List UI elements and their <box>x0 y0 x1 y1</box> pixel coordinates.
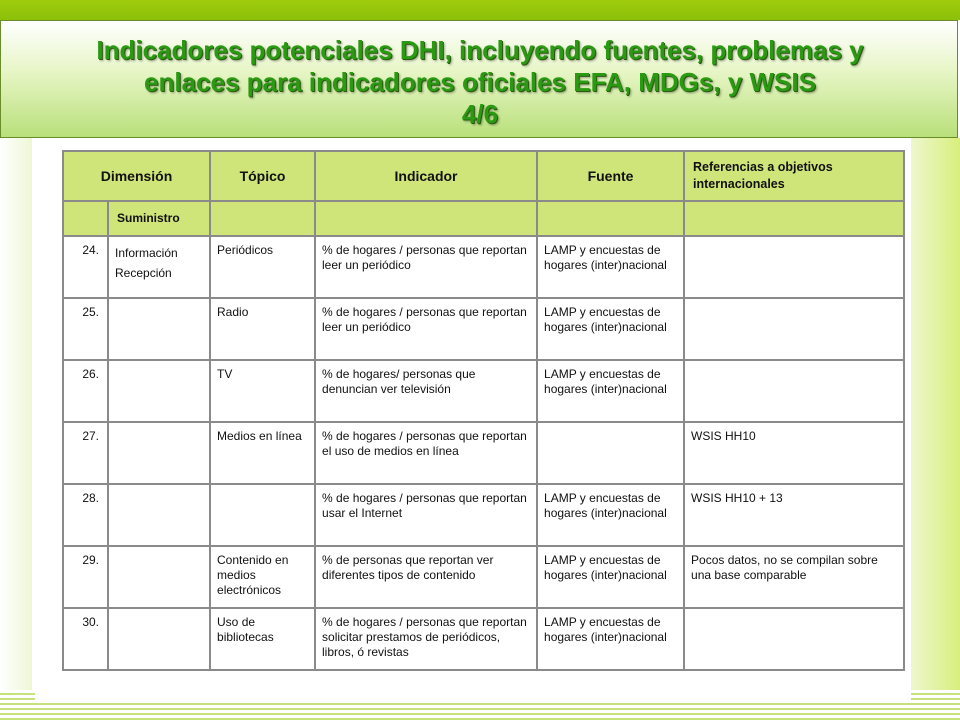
header-references: Referencias a objetivos internacionales <box>684 151 904 201</box>
row-dimension-line-2: Recepción <box>115 266 172 280</box>
row-indicator: % de hogares / personas que reportan usar el Internet <box>315 484 537 546</box>
slide-title-line-1: Indicadores potenciales DHI, incluyendo fuentes, problemas y <box>96 35 864 65</box>
row-number: 26. <box>63 360 108 422</box>
row-references: WSIS HH10 <box>684 422 904 484</box>
row-dimension <box>108 236 210 298</box>
row-indicator: % de hogares / personas que reportan el uso de medios en línea <box>315 422 537 484</box>
row-dimension <box>108 484 210 546</box>
table-subheader-row <box>63 201 904 236</box>
table-row <box>63 546 904 608</box>
row-topic: Periódicos <box>210 236 315 298</box>
subheader-empty-cell <box>210 201 315 236</box>
left-gradient-strip <box>0 138 32 720</box>
row-references: Pocos datos, no se compilan sobre una base comparable <box>684 546 904 608</box>
row-references <box>684 298 904 360</box>
row-topic: Contenido en medios electrónicos <box>210 546 315 608</box>
row-source <box>537 422 684 484</box>
row-topic: TV <box>210 360 315 422</box>
header-source: Fuente <box>537 151 684 201</box>
subheader-empty-cell <box>537 201 684 236</box>
row-references <box>684 360 904 422</box>
header-dimension: Dimensión <box>63 151 210 201</box>
row-indicator: % de hogares/ personas que denuncian ver televisión <box>315 360 537 422</box>
row-number: 28. <box>63 484 108 546</box>
row-indicator: % de personas que reportan ver diferentes tipos de contenido <box>315 546 537 608</box>
row-topic: Medios en línea <box>210 422 315 484</box>
subheader-empty-cell <box>63 201 108 236</box>
row-dimension <box>108 360 210 422</box>
table-row <box>63 608 904 670</box>
table-row <box>63 236 904 298</box>
row-number: 30. <box>63 608 108 670</box>
row-topic: Radio <box>210 298 315 360</box>
row-dimension <box>108 422 210 484</box>
row-source: LAMP y encuestas de hogares (inter)nacional <box>537 360 684 422</box>
row-source: LAMP y encuestas de hogares (inter)nacional <box>537 546 684 608</box>
row-topic <box>210 484 315 546</box>
subheader-empty-cell <box>684 201 904 236</box>
row-source: LAMP y encuestas de hogares (inter)nacional <box>537 236 684 298</box>
row-dimension <box>108 546 210 608</box>
row-references <box>684 236 904 298</box>
row-number: 29. <box>63 546 108 608</box>
table-row <box>63 360 904 422</box>
top-accent-bar <box>0 0 960 20</box>
row-source: LAMP y encuestas de hogares (inter)nacional <box>537 608 684 670</box>
slide-title <box>20 34 940 130</box>
row-indicator: % de hogares / personas que reportan leer un periódico <box>315 298 537 360</box>
row-references <box>684 608 904 670</box>
row-number: 25. <box>63 298 108 360</box>
header-indicator: Indicador <box>315 151 537 201</box>
table-header-row <box>63 151 904 201</box>
row-dimension <box>108 298 210 360</box>
row-dimension <box>108 608 210 670</box>
row-dimension-line-1: Información <box>115 246 178 260</box>
slide-title-line-3: 4/6 <box>461 99 499 129</box>
row-source: LAMP y encuestas de hogares (inter)nacional <box>537 298 684 360</box>
row-number: 27. <box>63 422 108 484</box>
subheader-empty-cell <box>315 201 537 236</box>
row-number: 24. <box>63 236 108 298</box>
header-topic: Tópico <box>210 151 315 201</box>
row-topic: Uso de bibliotecas <box>210 608 315 670</box>
row-indicator: % de hogares / personas que reportan leer un periódico <box>315 236 537 298</box>
row-references: WSIS HH10 + 13 <box>684 484 904 546</box>
table-row <box>63 484 904 546</box>
table-row <box>63 422 904 484</box>
table-row <box>63 298 904 360</box>
indicators-table <box>62 150 905 671</box>
row-source: LAMP y encuestas de hogares (inter)nacional <box>537 484 684 546</box>
slide-title-line-2: enlaces para indicadores oficiales EFA, MDGs, y WSIS <box>144 67 816 97</box>
right-gradient-strip <box>910 138 960 720</box>
subheader-supply: Suministro <box>108 201 210 236</box>
row-indicator: % de hogares / personas que reportan solicitar prestamos de periódicos, libros, ó revistas <box>315 608 537 670</box>
